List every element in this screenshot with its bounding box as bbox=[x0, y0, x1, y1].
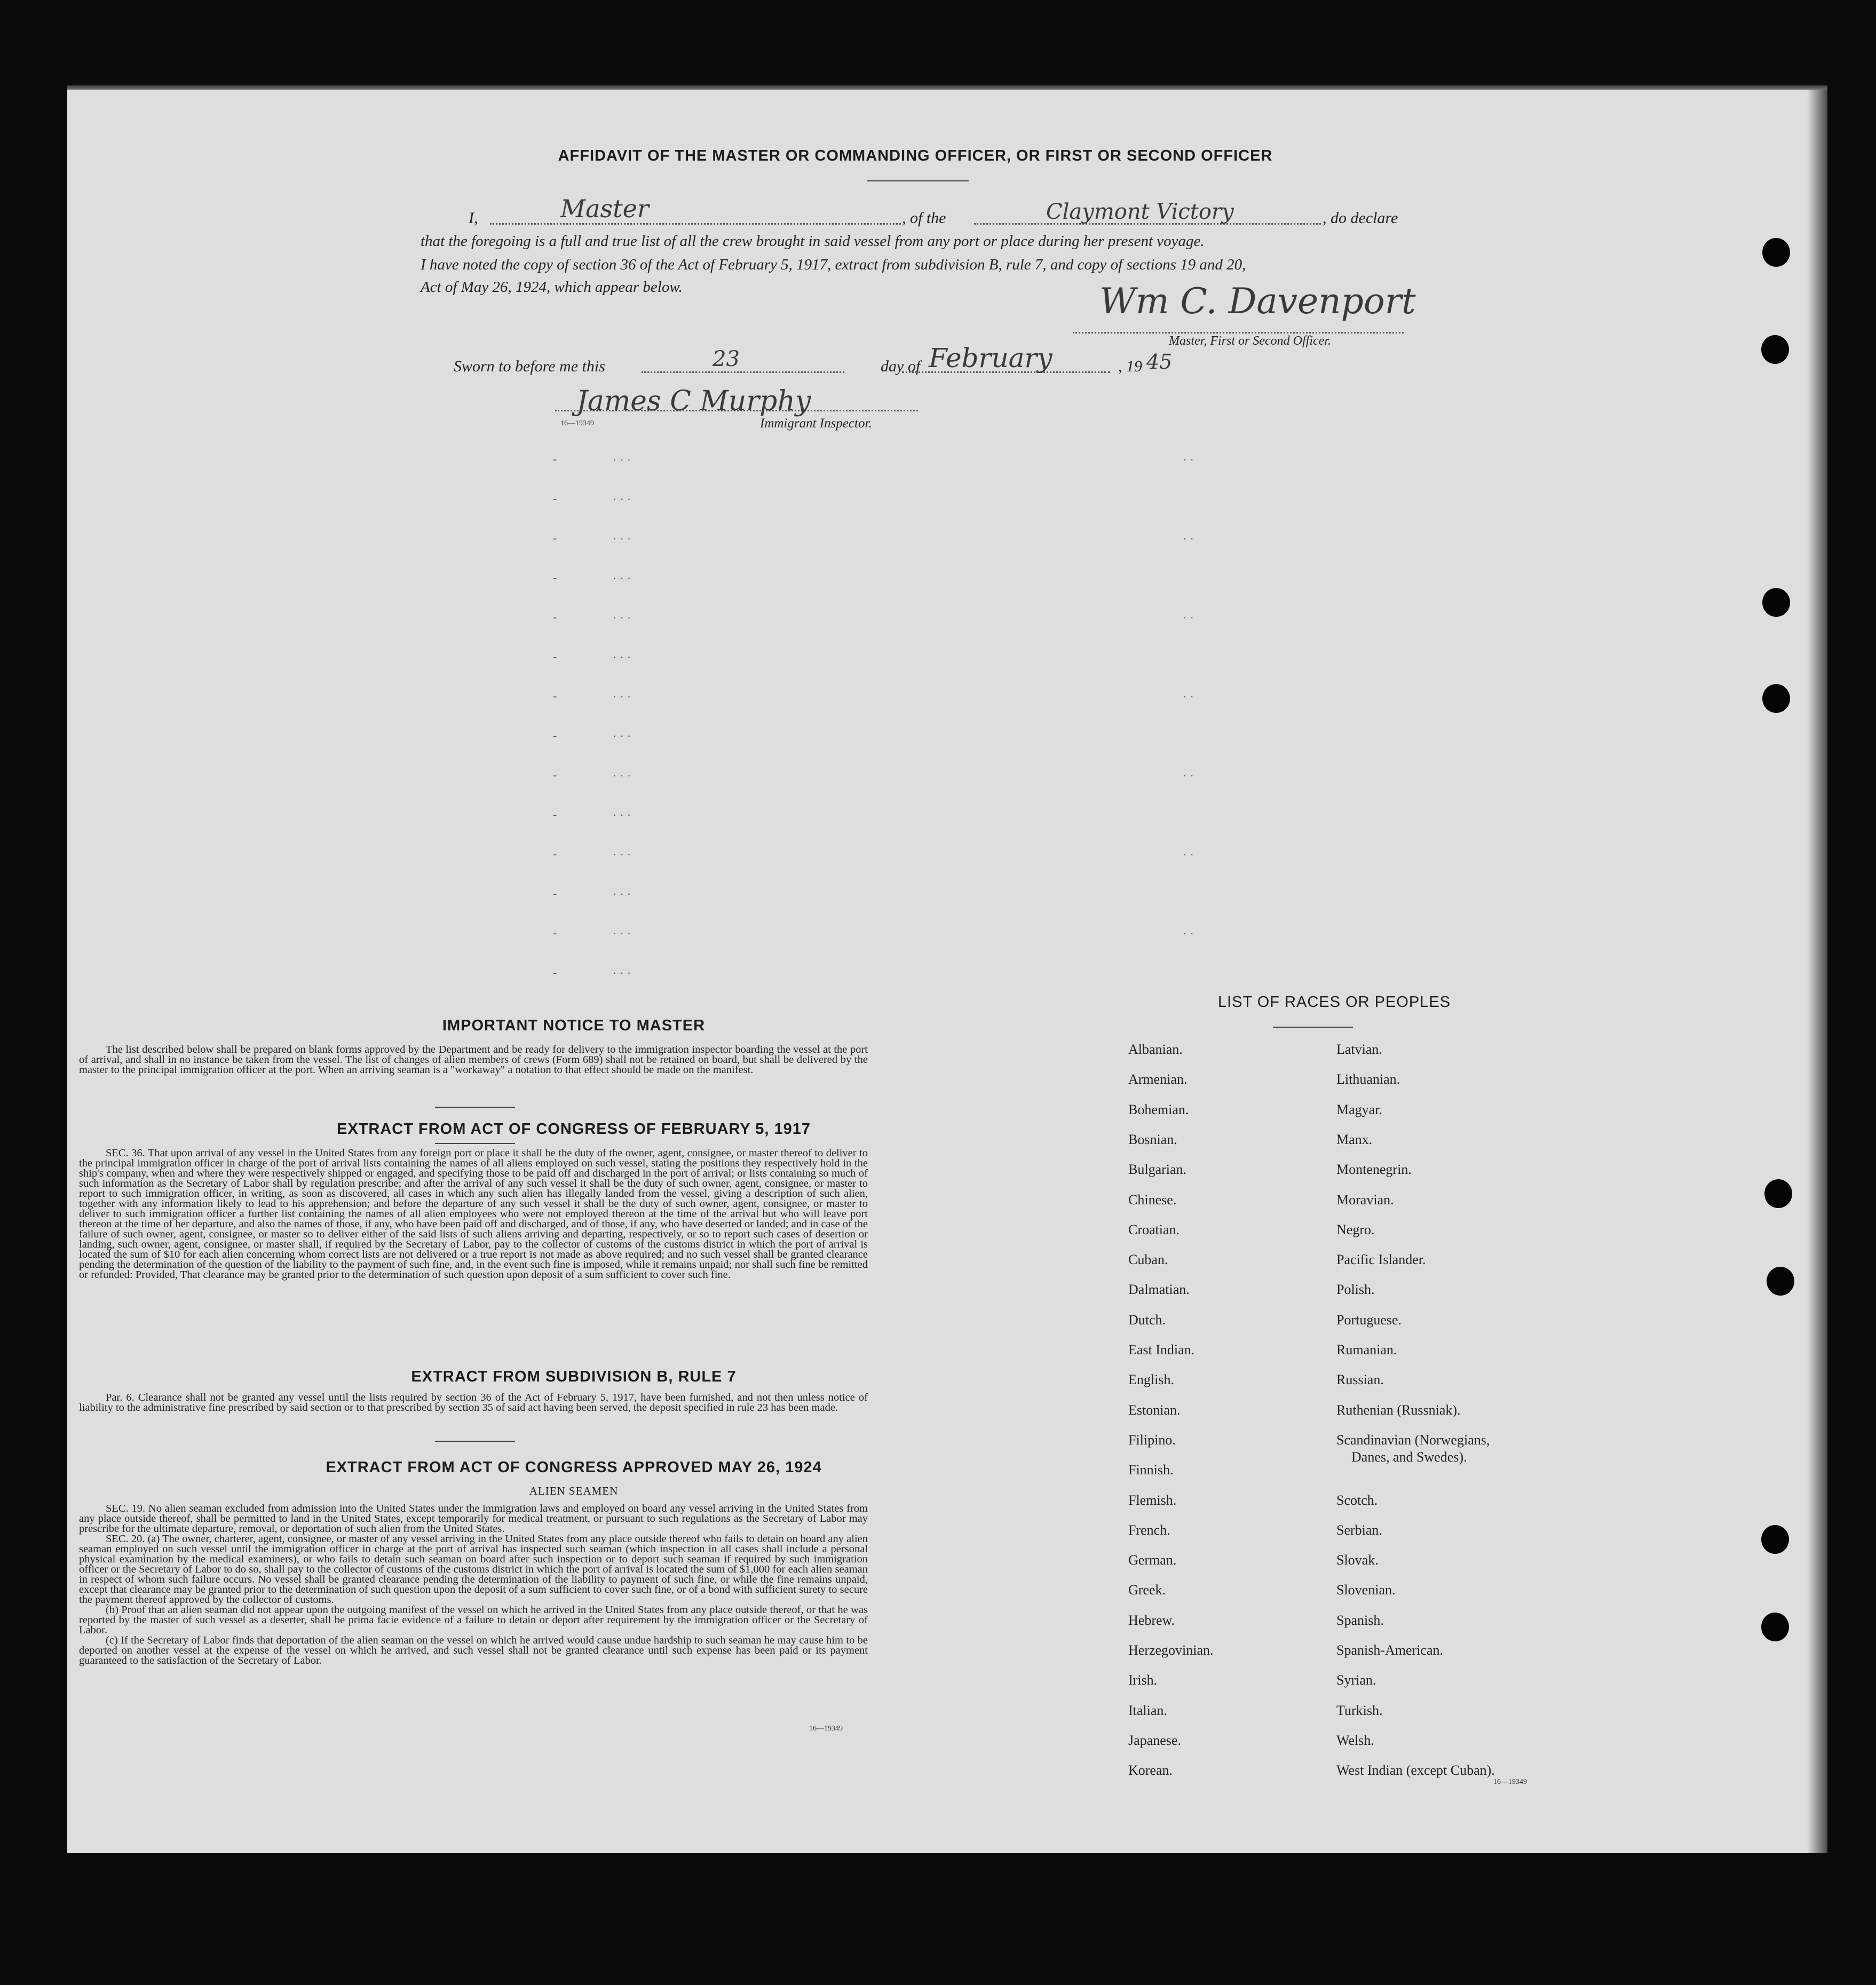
ruling-mark: - bbox=[553, 729, 557, 742]
alien-seamen-subtitle: ALIEN SEAMEN bbox=[529, 1484, 619, 1497]
race-item: Rumanian. bbox=[1336, 1342, 1397, 1357]
ruling-mark: - bbox=[553, 650, 557, 663]
race-item: Estonian. bbox=[1128, 1402, 1181, 1418]
paper-right-edge bbox=[1807, 90, 1827, 1853]
ruling-mark: · · bbox=[1183, 926, 1194, 940]
race-item: Negro. bbox=[1336, 1221, 1375, 1237]
race-item: Chinese. bbox=[1128, 1192, 1177, 1208]
affidavit-line3: I have noted the copy of section 36 of the Act of February 5, 1917, extract from subdivision B, rule 7, and copy of sections 19 and 20, bbox=[421, 256, 1246, 273]
officer-signature-line bbox=[1073, 332, 1404, 334]
ruling-mark: - bbox=[553, 808, 557, 821]
race-item: Polish. bbox=[1336, 1282, 1375, 1298]
race-item: Ruthenian (Russniak). bbox=[1336, 1402, 1461, 1418]
day-blank bbox=[642, 371, 844, 373]
officer-signature: Wm C. Davenport bbox=[1099, 281, 1416, 322]
day-of-text: day of bbox=[881, 358, 921, 375]
race-item: Welsh. bbox=[1336, 1732, 1374, 1748]
ruling-mark: · · · bbox=[613, 926, 631, 940]
race-item: Finnish. bbox=[1128, 1462, 1174, 1478]
ruling-mark: - bbox=[553, 926, 557, 940]
handwritten-year: 45 bbox=[1146, 350, 1173, 374]
ruling-mark: · · · bbox=[613, 729, 631, 742]
title-rule bbox=[867, 180, 969, 181]
ruling-mark: · · bbox=[1183, 610, 1194, 624]
inspector-caption: Immigrant Inspector. bbox=[760, 416, 872, 431]
ruling-mark: · · · bbox=[613, 966, 631, 979]
ruling-mark: · · bbox=[1183, 531, 1194, 545]
race-item: Danes, and Swedes). bbox=[1351, 1449, 1467, 1465]
ruling-mark: · · · bbox=[613, 610, 631, 624]
race-item: East Indian. bbox=[1128, 1342, 1195, 1357]
race-item: Slovenian. bbox=[1336, 1582, 1396, 1598]
extract-form-number: 16—19349 bbox=[809, 1725, 843, 1733]
notice-text: The list described below shall be prepared on blank forms approved by the Department and be ready for delivery to the immigration inspector boarding the vessel at the port of arrival, and shall in no instance be taken from the vessel. The list of changes of alien members of crews (Form 689) shall not be retained on board, but shall be delivered by the master to the principal immigration officer at the port. When an arriving seaman is a "workaway" a notation to that effect should be made on the manifest. bbox=[79, 1044, 868, 1076]
race-item: Cuban. bbox=[1128, 1252, 1168, 1268]
race-item: Syrian. bbox=[1336, 1672, 1376, 1688]
extract-1917-text: SEC. 36. That upon arrival of any vessel in the United States from any foreign port or place it shall be the duty of the owner, agent, consignee, or master thereof to deliver to the principal immigration officer in charge of the port of arrival lists containing the names of all aliens employed on such vessel, stating the positions they respectively hold in the ship's company, when and where they were respectively shipped or engaged, and specifying those to be paid off and discharged in the port of arrival; or lists containing so much of such information as the Secretary of Labor shall by regulation prescribe; and after the arrival of any such vessel it shall be the duty of such owner, agent, consignee, or master to report to such immigration officer, in writing, as soon as discovered, all cases in which any such alien has illegally landed from the vessel, giving a description of such alien, together with any information likely to lead to his apprehension; and before the departure of any such vessel it shall be the duty of such owner, agent, consignee, or master to deliver to such immigration officer a further list containing the names of all alien employees who were not employed thereon at the time of the arrival but who will leave port thereon at the time of her departure, and also the names of those, if any, who have been paid off and discharged, and of those, if any, who have deserted or landed; and in case of the failure of such owner, agent, consignee, or master so to deliver either of the said lists of such aliens arriving and departing, respectively, or so to report such cases of desertion or landing, such owner, agent, consignee, or master shall, if required by the Secretary of Labor, pay to the collector of customs of the customs district in which the port of arrival is located the sum of $10 for each alien concerning whom correct lists are not delivered or a true report is not made as above required; and no such vessel shall be granted clearance pending the determination of the question of the liability to the payment of such fine, and, in the event such fine is imposed, while it remains unpaid; nor shall such fine be remitted or refunded: Provided, That clearance may be granted prior to the determination of such question upon deposit of a sum sufficient to cover such fine. bbox=[79, 1147, 868, 1281]
handwritten-name: Master bbox=[560, 194, 649, 223]
race-item: French. bbox=[1128, 1522, 1170, 1538]
race-item: Italian. bbox=[1128, 1702, 1167, 1718]
affidavit-of-the: , of the bbox=[902, 209, 946, 227]
ruling-mark: · · · bbox=[613, 689, 631, 703]
race-item: West Indian (except Cuban). bbox=[1336, 1762, 1495, 1778]
section-rule bbox=[435, 1107, 515, 1108]
ruling-mark: · · · bbox=[613, 768, 631, 782]
ruling-mark: · · · bbox=[613, 571, 631, 584]
race-item: Spanish. bbox=[1336, 1612, 1384, 1628]
race-item: Bohemian. bbox=[1128, 1101, 1189, 1117]
binder-hole bbox=[1762, 238, 1790, 267]
ruling-mark: - bbox=[553, 531, 557, 545]
race-item: Bulgarian. bbox=[1128, 1162, 1187, 1178]
ruling-mark: · · · bbox=[613, 650, 631, 663]
ruling-mark: · · · bbox=[613, 492, 631, 505]
ruling-mark: · · · bbox=[613, 887, 631, 900]
affidavit-declare: , do declare bbox=[1323, 209, 1398, 227]
ruling-mark: · · bbox=[1183, 847, 1194, 861]
extract-1924-title: EXTRACT FROM ACT OF CONGRESS APPROVED MAY 26, 1924 bbox=[326, 1459, 822, 1476]
race-item: Korean. bbox=[1128, 1762, 1173, 1778]
sworn-text: Sworn to before me this bbox=[454, 358, 605, 375]
race-item: Spanish-American. bbox=[1336, 1642, 1444, 1658]
race-item: Scandinavian (Norwegians, bbox=[1336, 1432, 1490, 1448]
ruling-mark: · · · bbox=[613, 452, 631, 466]
race-item: Albanian. bbox=[1128, 1042, 1183, 1057]
binder-hole bbox=[1761, 1525, 1789, 1554]
race-item: Armenian. bbox=[1128, 1071, 1188, 1087]
ruling-mark: - bbox=[553, 689, 557, 703]
race-item: Lithuanian. bbox=[1336, 1071, 1400, 1087]
ruling-mark: - bbox=[553, 887, 557, 900]
binder-hole bbox=[1761, 335, 1789, 364]
extract-1924-text: SEC. 19. No alien seaman excluded from admission into the United States under the immigration laws and employed on board any vessel arriving in the United States from any place outside thereof, shall be permitted to land in the United States, except temporarily for medical treatment, or pursuant to such regulations as the Secretary of Labor may prescribe for the ultimate departure, removal, or deportation of such alien from the United States. SEC. 20. (a) The owner, charterer, agent, consignee, or master of any vessel arriving in the United States from any place outside thereof who fails to detain on board any alien seaman employed on such vessel until the immigration officer in charge at the port of arrival has inspected such seaman (which inspection in all cases shall include a personal physical examination by the medical examiners), or who fails to detain such seaman on board after such inspection or to deport such seaman if required by such immigration officer or the Secretary of Labor to do so, shall pay to the collector of customs of the customs district in which the port of arrival is located the sum of $1,000 for each alien seaman in respect of whom such failure occurs. No vessel shall be granted clearance pending the determination of the liability to payment of such fine, or while the fine remains unpaid, except that clearance may be granted prior to the determination of such question upon the deposit of a sum sufficient to cover such fine, or of a bond with sufficient surety to secure the payment thereof approved by the collector of customs. (b) Proof that an alien seaman did not appear upon the outgoing manifest of the vessel on which he arrived in the United States from any place outside thereof, or that he was reported by the master of such vessel as a deserter, shall be prima facie evidence of a failure to detain or deport after requirement by the immigration officer or the Secretary of Labor. (c) If the Secretary of Labor finds that deportation of the alien seaman on the vessel on which he arrived would cause undue hardship to such seaman he may cause him to be deported on another vessel at the expense of the vessel on which he arrived, and such vessel shall not be granted clearance until such expense has been paid or its payment guaranteed to the satisfaction of the Secretary of Labor. bbox=[79, 1503, 868, 1666]
race-item: Magyar. bbox=[1336, 1101, 1382, 1117]
race-item: Pacific Islander. bbox=[1336, 1252, 1426, 1268]
race-item: Moravian. bbox=[1336, 1192, 1394, 1208]
race-item: Slovak. bbox=[1336, 1552, 1379, 1568]
races-rule bbox=[1273, 1027, 1353, 1028]
handwritten-month: February bbox=[929, 343, 1052, 374]
ruling-mark: · · · bbox=[613, 531, 631, 545]
ruling-mark: - bbox=[553, 610, 557, 624]
ruling-mark: - bbox=[553, 492, 557, 505]
rule7-title: EXTRACT FROM SUBDIVISION B, RULE 7 bbox=[411, 1368, 737, 1385]
race-item: Portuguese. bbox=[1336, 1312, 1402, 1328]
ruling-mark: - bbox=[553, 847, 557, 861]
ruling-mark: - bbox=[553, 768, 557, 782]
affidavit-i: I, bbox=[469, 209, 478, 227]
race-item: Turkish. bbox=[1336, 1702, 1383, 1718]
section-rule bbox=[435, 1143, 515, 1144]
race-item: Flemish. bbox=[1128, 1492, 1177, 1508]
ruling-mark: · · · bbox=[613, 847, 631, 861]
binder-hole bbox=[1767, 1267, 1794, 1296]
affidavit-line2: that the foregoing is a full and true list of all the crew brought in said vessel from any port or place during her present voyage. bbox=[421, 233, 1205, 250]
race-item: Hebrew. bbox=[1128, 1612, 1175, 1628]
race-item: Irish. bbox=[1128, 1672, 1158, 1688]
section-rule bbox=[435, 1441, 515, 1442]
ruling-mark: - bbox=[553, 571, 557, 584]
race-item: Montenegrin. bbox=[1336, 1162, 1412, 1178]
extract-1917-title: EXTRACT FROM ACT OF CONGRESS OF FEBRUARY 5, 1917 bbox=[336, 1121, 811, 1138]
handwritten-vessel: Claymont Victory bbox=[1046, 200, 1234, 224]
affidavit-title: AFFIDAVIT OF THE MASTER OR COMMANDING OFFICER, OR FIRST OR SECOND OFFICER bbox=[558, 147, 1273, 164]
race-item: Scotch. bbox=[1336, 1492, 1378, 1508]
races-form-number: 16—19349 bbox=[1493, 1778, 1527, 1786]
race-item: English. bbox=[1128, 1372, 1174, 1388]
binder-hole bbox=[1762, 684, 1790, 713]
race-item: Croatian. bbox=[1128, 1221, 1180, 1237]
race-item: German. bbox=[1128, 1552, 1177, 1568]
race-item: Japanese. bbox=[1128, 1732, 1181, 1748]
race-item: Herzegovinian. bbox=[1128, 1642, 1214, 1658]
binder-hole bbox=[1764, 1179, 1792, 1208]
races-title: LIST OF RACES OR PEOPLES bbox=[1217, 994, 1451, 1011]
race-item: Dutch. bbox=[1128, 1312, 1166, 1328]
notice-title: IMPORTANT NOTICE TO MASTER bbox=[442, 1017, 706, 1034]
ruling-mark: - bbox=[553, 966, 557, 979]
inspector-signature: James C Murphy bbox=[576, 385, 811, 417]
binder-hole bbox=[1762, 588, 1790, 617]
ruling-mark: · · · bbox=[613, 808, 631, 821]
name-blank bbox=[490, 223, 901, 225]
race-item: Filipino. bbox=[1128, 1432, 1176, 1448]
race-item: Serbian. bbox=[1336, 1522, 1382, 1538]
affidavit-line4: Act of May 26, 1924, which appear below. bbox=[421, 279, 683, 296]
race-item: Latvian. bbox=[1336, 1042, 1382, 1057]
race-item: Manx. bbox=[1336, 1131, 1373, 1147]
ruling-mark: · · bbox=[1183, 452, 1194, 466]
handwritten-day: 23 bbox=[713, 347, 740, 371]
race-item: Bosnian. bbox=[1128, 1131, 1177, 1147]
ruling-mark: · · bbox=[1183, 768, 1194, 782]
affidavit-form-number: 16—19349 bbox=[560, 419, 594, 427]
race-item: Greek. bbox=[1128, 1582, 1166, 1598]
binder-hole bbox=[1761, 1613, 1789, 1641]
ruling-mark: · · bbox=[1183, 689, 1194, 703]
ruling-mark: - bbox=[553, 452, 557, 466]
officer-caption: Master, First or Second Officer. bbox=[1169, 334, 1331, 348]
race-item: Dalmatian. bbox=[1128, 1282, 1190, 1298]
year-prefix: , 19 bbox=[1118, 358, 1142, 375]
race-item: Russian. bbox=[1336, 1372, 1384, 1388]
rule7-text: Par. 6. Clearance shall not be granted any vessel until the lists required by section 36 of the Act of February 5, 1917, have been furnished, and not then unless notice of liability to the administrative fine prescribed by said section or to that prescribed by section 35 of said act having been served, the deposit specified in rule 23 has been made. bbox=[79, 1392, 868, 1414]
